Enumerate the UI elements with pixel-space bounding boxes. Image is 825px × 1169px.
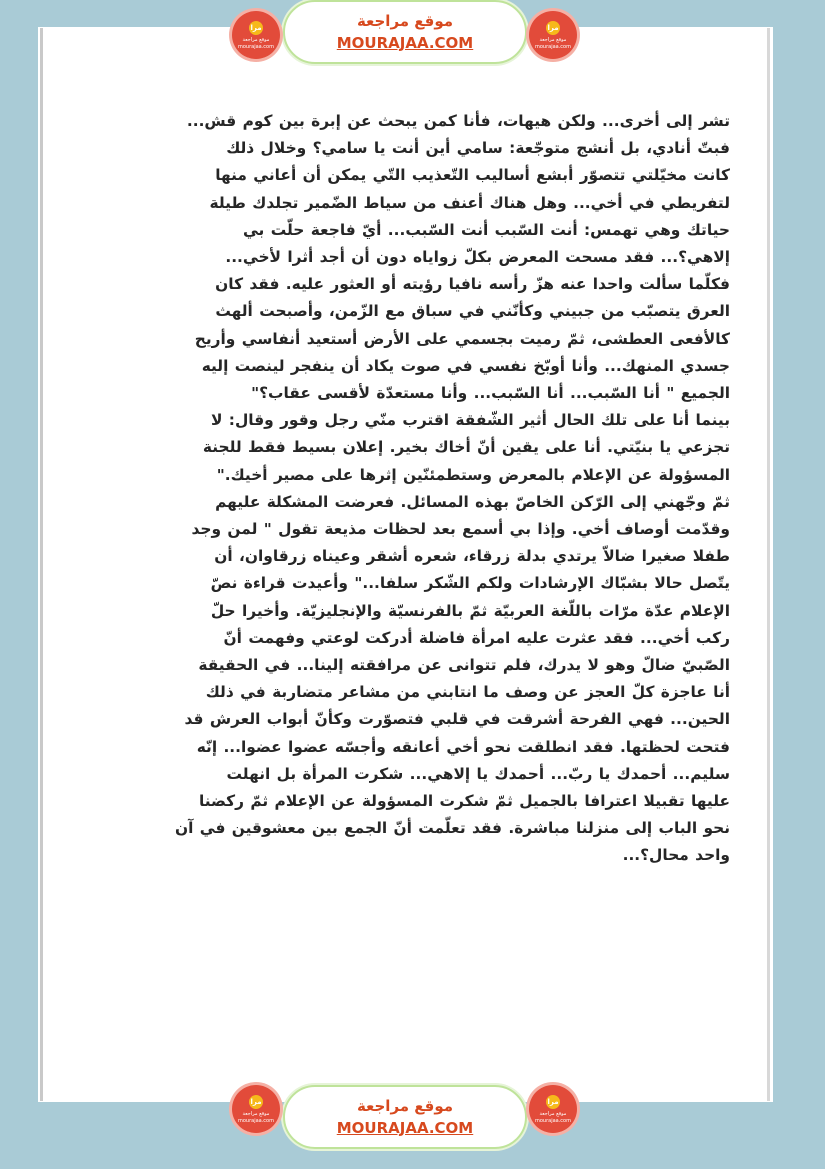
logo-text-en: mourajaa.com bbox=[237, 43, 274, 50]
logo-badge-icon: مرا bbox=[546, 1095, 560, 1109]
logo-text-en: mourajaa.com bbox=[237, 1117, 274, 1124]
text-line: المسؤولة عن الإعلام بالمعرض وستطمئنّين إثرها على مصير أخيك." bbox=[216, 465, 730, 484]
watermark-bottom-site-ar: موقع مراجعة bbox=[356, 1096, 454, 1115]
text-line: وقدّمت أوصاف أخي. وإذا بي أسمع بعد لحظات مذيعة تقول " لمن وجد bbox=[191, 520, 730, 539]
text-line: كانت مخيّلتي تتصوّر أبشع أساليب التّعذيب التّي يمكن أن أعاني منها bbox=[215, 166, 730, 185]
text-line: العرق يتصبّب من جبيني وكأنّني في سباق مع الزّمن، وأصبحت ألهث bbox=[215, 302, 730, 321]
text-line: لتفريطي في أخي... وهل هناك أعنف من سياط الضّمير تجلدك طيلة bbox=[209, 193, 730, 212]
logo-text-ar: موقع مراجعة bbox=[539, 36, 567, 43]
text-line: إلاهي؟... فقد مسحت المعرض بكلّ زواياه دون أن أجد أثرا لأخي... bbox=[225, 248, 730, 267]
text-line: ثمّ وجّهني إلى الرّكن الخاصّ بهذه المسائل. فعرضت المشكلة عليهم bbox=[215, 492, 730, 511]
text-line: واحد محال؟... bbox=[622, 846, 730, 865]
text-line: سليم... أحمدك يا ربّ... أحمدك يا إلاهي... شكرت المرأة بل انهلت bbox=[226, 764, 730, 783]
text-line: الإعلام عدّة مرّات باللّغة العربيّة ثمّ بالفرنسيّة والإنجليزيّة. وأخيرا حلّ bbox=[210, 601, 730, 620]
text-line: حياتك وهي تهمس: أنت السّبب أنت السّبب... أيّ فاجعة حلّت بي bbox=[242, 220, 730, 239]
watermark-top-site-ar: موقع مراجعة bbox=[356, 11, 454, 30]
logo-text-ar: موقع مراجعة bbox=[242, 1110, 270, 1117]
logo-top-right bbox=[529, 11, 577, 59]
text-line: أنا عاجزة كلّ العجز عن وصف ما انتابني من مشاعر متضاربة في ذلك bbox=[205, 683, 730, 702]
text-line: كالأفعى العطشى، ثمّ رميت بجسمي على الأرض أستعيد أنفاسي وأريح bbox=[194, 329, 730, 348]
text-line: ركب أخي... فقد عثرت عليه امرأة فاضلة أدركت لوعتي وفهمت أنّ bbox=[223, 628, 730, 647]
logo-bottom-left bbox=[232, 1085, 280, 1133]
text-line: يتّصل حالا بشبّاك الإرشادات ولكم الشّكر سلفا..." وأعيدت قراءة نصّ bbox=[210, 574, 730, 593]
watermark-top-site-link[interactable]: MOURAJAA.COM bbox=[336, 33, 474, 52]
logo-text-ar: موقع مراجعة bbox=[539, 1110, 567, 1117]
text-line: طفلا صغيرا ضالاّ يرتدي بدلة زرقاء، شعره أشقر وعيناه زرقاوان، أن bbox=[214, 547, 730, 566]
text-line: بينما أنا على تلك الحال أثير الشّفقة اقترب منّي رجل وقور وقال: لا bbox=[210, 411, 730, 430]
logo-top-left bbox=[232, 11, 280, 59]
text-line: الجميع " أنا السّبب... أنا السّبب... وأنا مستعدّة لأقسى عقاب؟" bbox=[251, 384, 730, 403]
logo-text-ar: موقع مراجعة bbox=[242, 36, 270, 43]
page-edge-right bbox=[767, 28, 770, 1101]
text-line: عليها تقبيلا اعترافا بالجميل ثمّ شكرت المسؤولة عن الإعلام ثمّ ركضنا bbox=[198, 792, 730, 811]
logo-text-en: mourajaa.com bbox=[534, 1117, 571, 1124]
text-line: تشر إلى أخرى... ولكن هيهات، فأنا كمن يبحث عن إبرة بين كوم قش... bbox=[186, 112, 730, 130]
logo-badge-icon: مرا bbox=[249, 21, 263, 35]
watermark-top[interactable] bbox=[283, 0, 527, 64]
logo-badge-icon: مرا bbox=[546, 21, 560, 35]
text-line: فكلّما سألت واحدا عنه هزّ رأسه نافيا رؤيته أو العثور عليه. فقد كان bbox=[215, 275, 730, 294]
page-edge-left bbox=[40, 28, 43, 1101]
text-line: تجزعي يا بنيّتي. أنا على يقين أنّ أخاك بخير. إعلان بسيط فقط للجنة bbox=[202, 438, 730, 457]
text-line: الصّبيّ ضالّ وهو لا يدرك، فلم تتوانى عن مرافقته إلينا... في الحقيقة bbox=[198, 656, 730, 675]
story-text bbox=[105, 108, 730, 870]
logo-badge-icon: مرا bbox=[249, 1095, 263, 1109]
text-line: فبتّ أنادي، بل أنشج متوجّعة: سامي أين أنت يا سامي؟ وخلال ذلك bbox=[226, 139, 730, 158]
text-line: جسدي المنهك... وأنا أوبّخ نفسي في صوت يكاد أن ينفجر لينصت إليه bbox=[201, 356, 730, 375]
logo-bottom-right bbox=[529, 1085, 577, 1133]
text-line: نحو الباب إلى منزلنا مباشرة. فقد تعلّمت أنّ الجمع بين معشوقين في آن bbox=[175, 819, 730, 838]
text-line: الحين... فهي الفرحة أشرقت في قلبي فتصوّرت وكأنّ أبواب العرش قد bbox=[184, 710, 730, 729]
watermark-bottom[interactable] bbox=[283, 1085, 527, 1149]
text-line: فتحت لحظتها. فقد انطلقت نحو أخي أعانقه وأجسّه عضوا عضوا... إنّه bbox=[196, 737, 730, 756]
watermark-bottom-site-link[interactable]: MOURAJAA.COM bbox=[336, 1118, 474, 1137]
logo-text-en: mourajaa.com bbox=[534, 43, 571, 50]
